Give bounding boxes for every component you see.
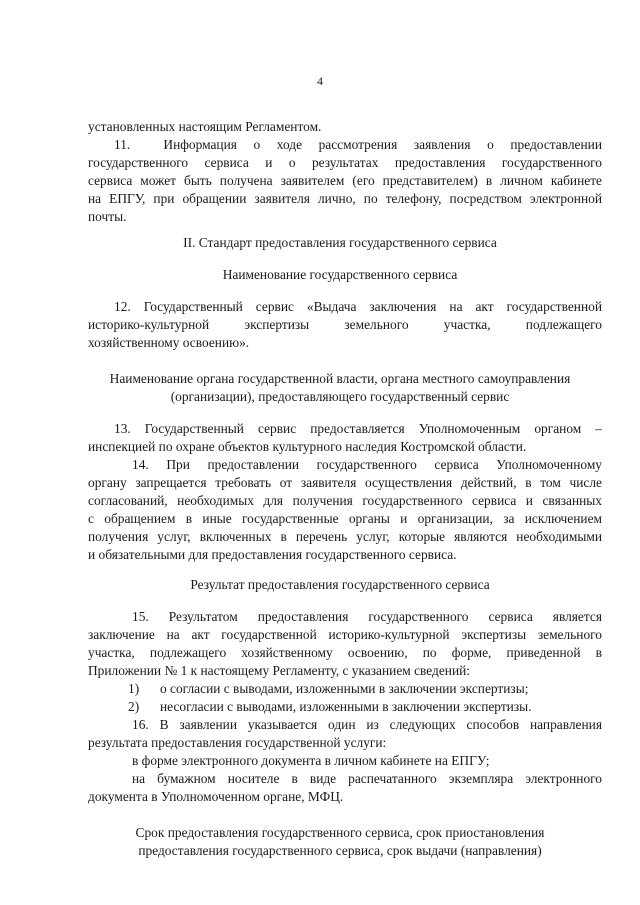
text-line: установленных настоящим Регламентом. — [88, 119, 322, 134]
text-line: почты. — [88, 209, 127, 224]
section-title: II. Стандарт предоставления государственного сервиса — [183, 235, 497, 250]
text-line: заключение на акт государственной историко-культурной экспертизы земельного — [88, 627, 602, 642]
text-line: документа в Уполномоченном органе, МФЦ. — [88, 789, 344, 804]
text-line: 11. Информация о ходе рассмотрения заявления о предоставлении — [114, 137, 602, 152]
text-line: 15. Результатом предоставления государственного сервиса является — [132, 609, 602, 624]
text-line: 14. При предоставлении государственного сервиса Уполномоченному — [132, 457, 602, 472]
text-line: Приложении № 1 к настоящему Регламенту, с указанием сведений: — [88, 663, 471, 678]
text-line: инспекцией по охране объектов культурного наследия Костромской области. — [88, 439, 527, 454]
page-number: 4 — [317, 74, 323, 88]
text-line: хозяйственному освоению». — [88, 335, 250, 350]
list-item-text: о согласии с выводами, изложенными в заключении экспертизы; — [160, 681, 529, 696]
text-line: на бумажном носителе в виде распечатанного экземпляра электронного — [132, 771, 602, 786]
text-line: результата предоставления государственной услуги: — [88, 735, 387, 750]
heading-service-name: Наименование государственного сервиса — [222, 267, 458, 282]
heading-organ: (организации), предоставляющего государственный сервис — [170, 389, 510, 404]
heading-result: Результат предоставления государственного сервиса — [190, 577, 490, 592]
text-line: государственного сервиса и о результатах предоставления государственного — [88, 155, 602, 170]
text-line: получения услуг, включенных в перечень услуг, которые являются необходимыми — [88, 529, 602, 544]
text-line: органу запрещается требовать от заявителя осуществления действий, в том числе — [88, 475, 602, 490]
text-line: сервиса может быть получена заявителем (его представителем) в личном кабинете — [88, 173, 602, 188]
text-line: с обращением в иные государственные органы и организации, за исключением — [88, 511, 602, 526]
text-line: согласований, необходимых для получения государственного сервиса и связанных — [88, 493, 602, 508]
list-item-number: 1) — [128, 681, 140, 696]
text-line: и обязательными для предоставления государственного сервиса. — [88, 547, 457, 562]
text-line: историко-культурной экспертизы земельного участка, подлежащего — [88, 317, 602, 332]
text-line: 12. Государственный сервис «Выдача заключения на акт государственной — [114, 299, 602, 314]
text-line: в форме электронного документа в личном кабинете на ЕПГУ; — [132, 753, 490, 768]
text-line: 13. Государственный сервис предоставляется Уполномоченным органом – — [114, 421, 602, 436]
heading-organ: Наименование органа государственной власти, органа местного самоуправления — [109, 371, 571, 386]
heading-term: предоставления государственного сервиса, срок выдачи (направления) — [138, 843, 542, 858]
list-item-text: несогласии с выводами, изложенными в заключении экспертизы. — [160, 699, 532, 714]
text-line: участка, подлежащего хозяйственному освоению, по форме, приведенной в — [88, 645, 602, 660]
heading-term: Срок предоставления государственного сервиса, срок приостановления — [135, 825, 545, 840]
text-line: на ЕПГУ, при обращении заявителя лично, по телефону, посредством электронной — [88, 191, 602, 206]
text-line: 16. В заявлении указывается один из следующих способов направления — [132, 717, 602, 732]
list-item-number: 2) — [128, 699, 140, 714]
